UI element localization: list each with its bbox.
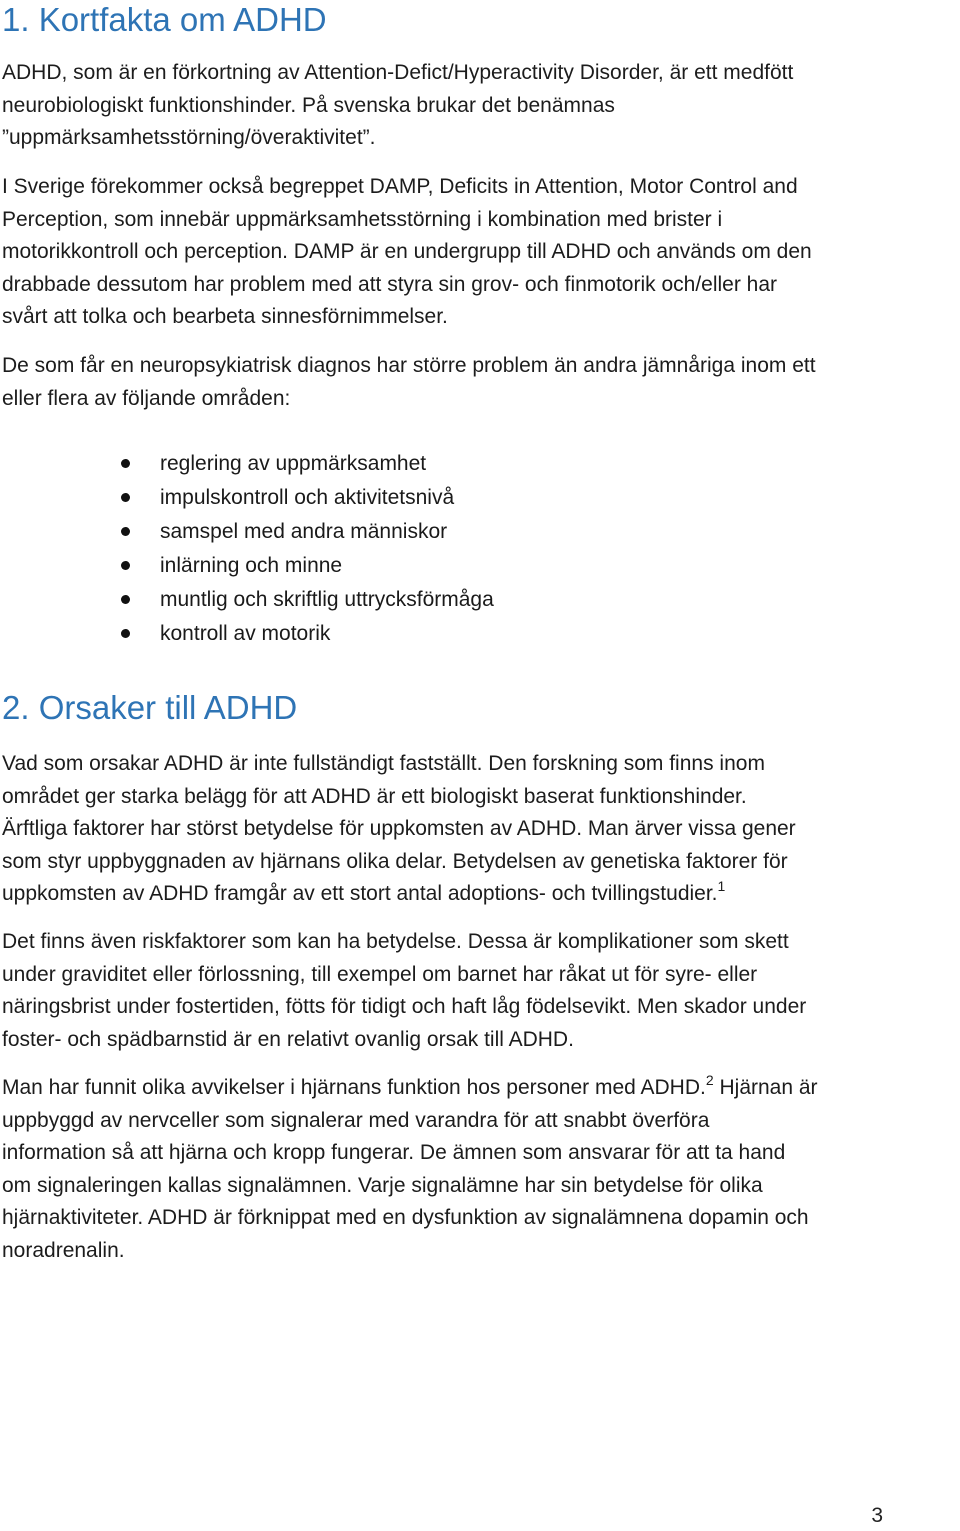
section-1-paragraph-3	[2, 350, 958, 415]
text-line	[2, 1072, 958, 1105]
text-line: motorikkontroll och perception. DAMP är en undergrupp till ADHD och används om den	[2, 240, 812, 263]
text-line: I Sverige förekommer också begreppet DAMP, Deficits in Attention, Motor Control and	[2, 175, 798, 198]
list-item-label: samspel med andra människor	[160, 520, 448, 543]
list-item	[0, 583, 900, 617]
list-item-label: kontroll av motorik	[160, 622, 331, 645]
list-item-label: inlärning och minne	[160, 554, 343, 577]
list-item	[0, 481, 900, 515]
text-line: neurobiologiskt funktionshinder. På svenska brukar det benämnas	[2, 93, 615, 117]
bullet-icon	[121, 493, 130, 502]
text-line: information så att hjärna och kropp fungerar. De ämnen som ansvarar för att ta hand	[2, 1141, 786, 1164]
section-2-paragraph-1	[2, 748, 958, 911]
page-number: 3	[871, 1504, 883, 1527]
bullet-icon	[121, 561, 130, 570]
text-line: foster- och spädbarnstid är en relativt ovanlig orsak till ADHD.	[2, 1027, 574, 1051]
list-item-label: reglering av uppmärksamhet	[160, 452, 427, 475]
list-item	[0, 447, 900, 481]
bullet-icon	[121, 595, 130, 604]
text-line-content: Man har funnit olika avvikelser i hjärnans funktion hos personer med ADHD.	[2, 1076, 706, 1099]
text-line: näringsbrist under fostertiden, fötts för tidigt och haft låg födelsevikt. Men skador under	[2, 995, 807, 1018]
text-line: Ärftliga faktorer har störst betydelse för uppkomsten av ADHD. Man ärver vissa gener	[2, 817, 796, 840]
text-line: Vad som orsakar ADHD är inte fullständigt fastställt. Den forskning som finns inom	[2, 752, 765, 775]
text-line: svårt att tolka och bearbeta sinnesförnimmelser.	[2, 305, 448, 328]
text-line: området ger starka belägg för att ADHD är ett biologiskt baserat funktionshinder.	[2, 784, 747, 808]
footnote-marker[interactable]: 1	[717, 878, 726, 894]
text-line: De som får en neuropsykiatrisk diagnos har större problem än andra jämnåriga inom ett	[2, 354, 816, 377]
footnote-marker[interactable]: 2	[705, 1072, 714, 1088]
list-item	[0, 549, 900, 583]
text-line: Perception, som innebär uppmärksamhetsstörning i kombination med brister i	[2, 207, 723, 231]
section-2-paragraph-3	[2, 1072, 958, 1267]
bullet-icon	[121, 527, 130, 536]
section-1-paragraph-1	[2, 57, 958, 155]
text-line-content: Hjärnan är	[713, 1076, 818, 1099]
list-item-label: muntlig och skriftlig uttrycksförmåga	[160, 588, 494, 611]
bullet-icon	[121, 629, 130, 638]
text-line: eller flera av följande områden:	[2, 386, 291, 410]
text-line: som styr uppbyggnaden av hjärnans olika delar. Betydelsen av genetiska faktorer för	[2, 849, 788, 873]
section-1-heading: 1. Kortfakta om ADHD	[2, 1, 327, 38]
text-line: drabbade dessutom har problem med att styra sin grov- och finmotorik och/eller har	[2, 272, 778, 296]
text-line: ”uppmärksamhetsstörning/överaktivitet”.	[2, 126, 376, 149]
areas-bullet-list	[0, 447, 900, 651]
text-line: Det finns även riskfaktorer som kan ha betydelse. Dessa är komplikationer som skett	[2, 930, 789, 953]
section-2-paragraph-2	[2, 926, 958, 1056]
section-1-paragraph-2	[2, 171, 958, 334]
text-line: hjärnaktiviteter. ADHD är förknippat med en dysfunktion av signalämnena dopamin och	[2, 1206, 809, 1229]
list-item-label: impulskontroll och aktivitetsnivå	[160, 486, 455, 509]
text-line: om signaleringen kallas signalämnen. Varje signalämne har sin betydelse för olika	[2, 1173, 763, 1197]
text-line: uppbyggd av nervceller som signalerar med varandra för att snabbt överföra	[2, 1108, 710, 1132]
section-2-heading: 2. Orsaker till ADHD	[2, 689, 298, 726]
text-line: under graviditet eller förlossning, till exempel om barnet har råkat ut för syre- eller	[2, 962, 758, 986]
text-line	[2, 878, 958, 911]
text-line-content: uppkomsten av ADHD framgår av ett stort antal adoptions- och tvillingstudier.	[2, 882, 718, 905]
list-item	[0, 617, 900, 651]
text-line: noradrenalin.	[2, 1238, 125, 1262]
list-item	[0, 515, 900, 549]
bullet-icon	[121, 459, 130, 468]
text-line: ADHD, som är en förkortning av Attention-Defict/Hyperactivity Disorder, är ett medfött	[2, 61, 794, 84]
